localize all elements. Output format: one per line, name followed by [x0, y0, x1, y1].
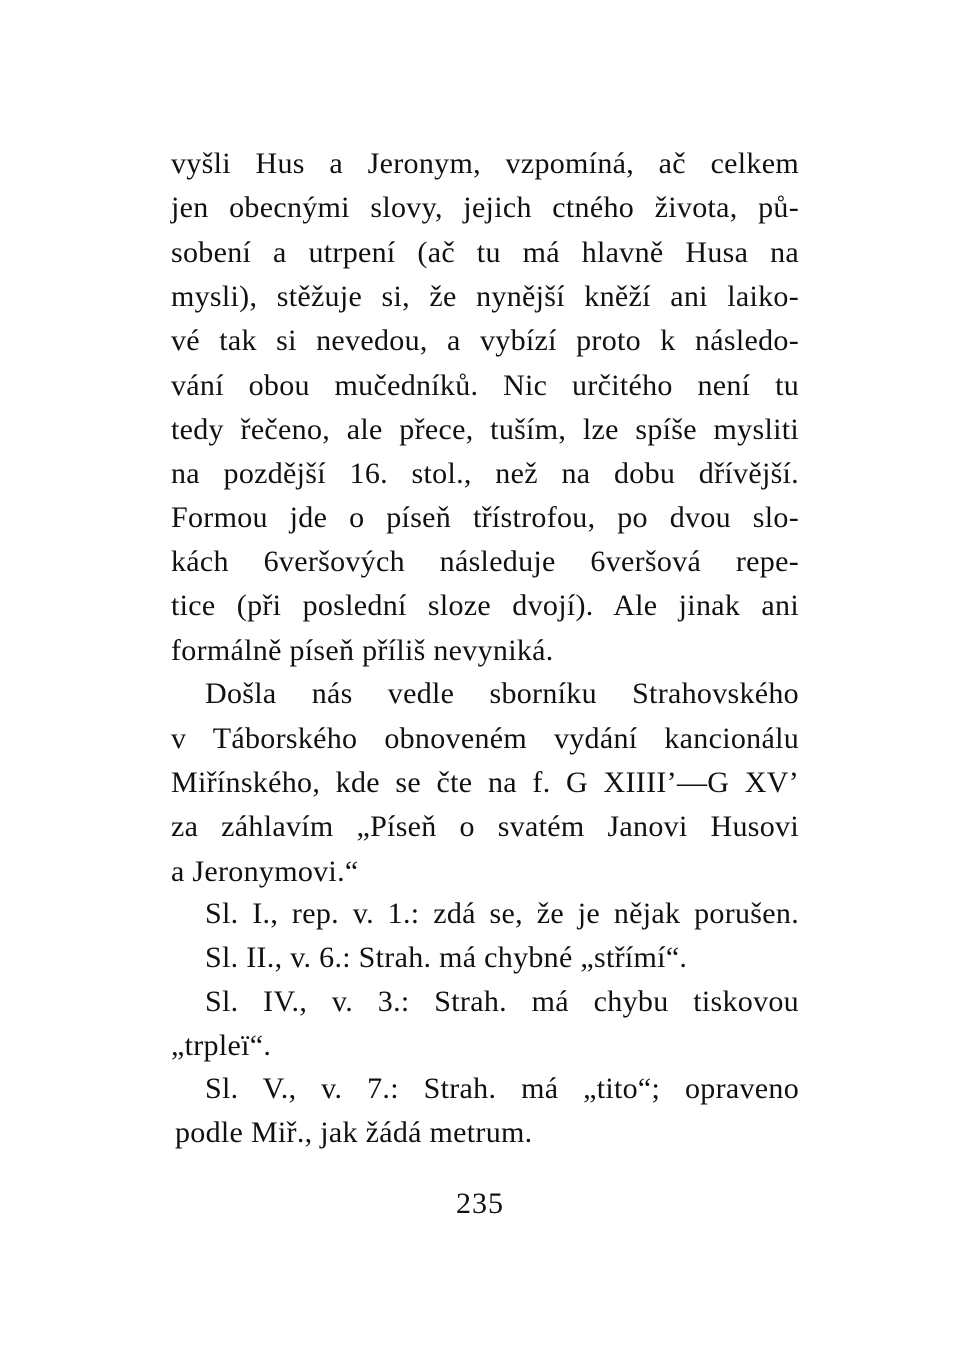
text-line: formálně píseň příliš nevyniká. — [171, 634, 554, 667]
text-line: vyšli Hus a Jeronym, vzpomíná, ač celkem — [171, 147, 799, 180]
text-line: tedy řečeno, ale přece, tuším, lze spíše mysliti — [171, 413, 799, 446]
page-number: 235 — [456, 1187, 504, 1220]
text-line: tice (při poslední sloze dvojí). Ale jinak ani — [171, 589, 799, 622]
text-line: vé tak si nevedou, a vybízí proto k následo- — [171, 324, 799, 357]
text-line: v Táborského obnoveném vydání kancionálu — [171, 722, 799, 755]
text-line: vání obou mučedníků. Nic určitého není tu — [171, 369, 799, 402]
note-line: Sl. IV., v. 3.: Strah. má chybu tiskovou — [205, 985, 799, 1018]
text-line: na pozdější 16. stol., než na dobu dřívější. — [171, 457, 799, 490]
paragraph-first-line: Došla nás vedle sborníku Strahovského — [205, 677, 799, 710]
note-line: Sl. I., rep. v. 1.: zdá se, že je nějak porušen. — [205, 897, 799, 930]
text-line: Formou jde o píseň třístrofou, po dvou slo- — [171, 501, 799, 534]
text-line: kách 6veršových následuje 6veršová repe- — [171, 545, 799, 578]
note-line: Sl. II., v. 6.: Strah. má chybné „střímí“. — [205, 941, 688, 974]
text-line: za záhlavím „Píseň o svatém Janovi Husovi — [171, 810, 799, 843]
note-line: „trpleï“. — [171, 1029, 272, 1062]
text-line: jen obecnými slovy, jejich ctného života, pů- — [171, 191, 799, 224]
text-line: a Jeronymovi.“ — [171, 855, 359, 888]
note-line: Sl. V., v. 7.: Strah. má „tito“; opraveno — [205, 1072, 799, 1105]
text-line: sobení a utrpení (ač tu má hlavně Husa na — [171, 236, 799, 269]
text-line: mysli), stěžuje si, že nynější kněží ani laiko- — [171, 280, 799, 313]
text-line: Miřínského, kde se čte na f. G XIIII’—G XV’ — [171, 766, 799, 799]
note-line: podle Miř., jak žádá metrum. — [175, 1116, 533, 1149]
